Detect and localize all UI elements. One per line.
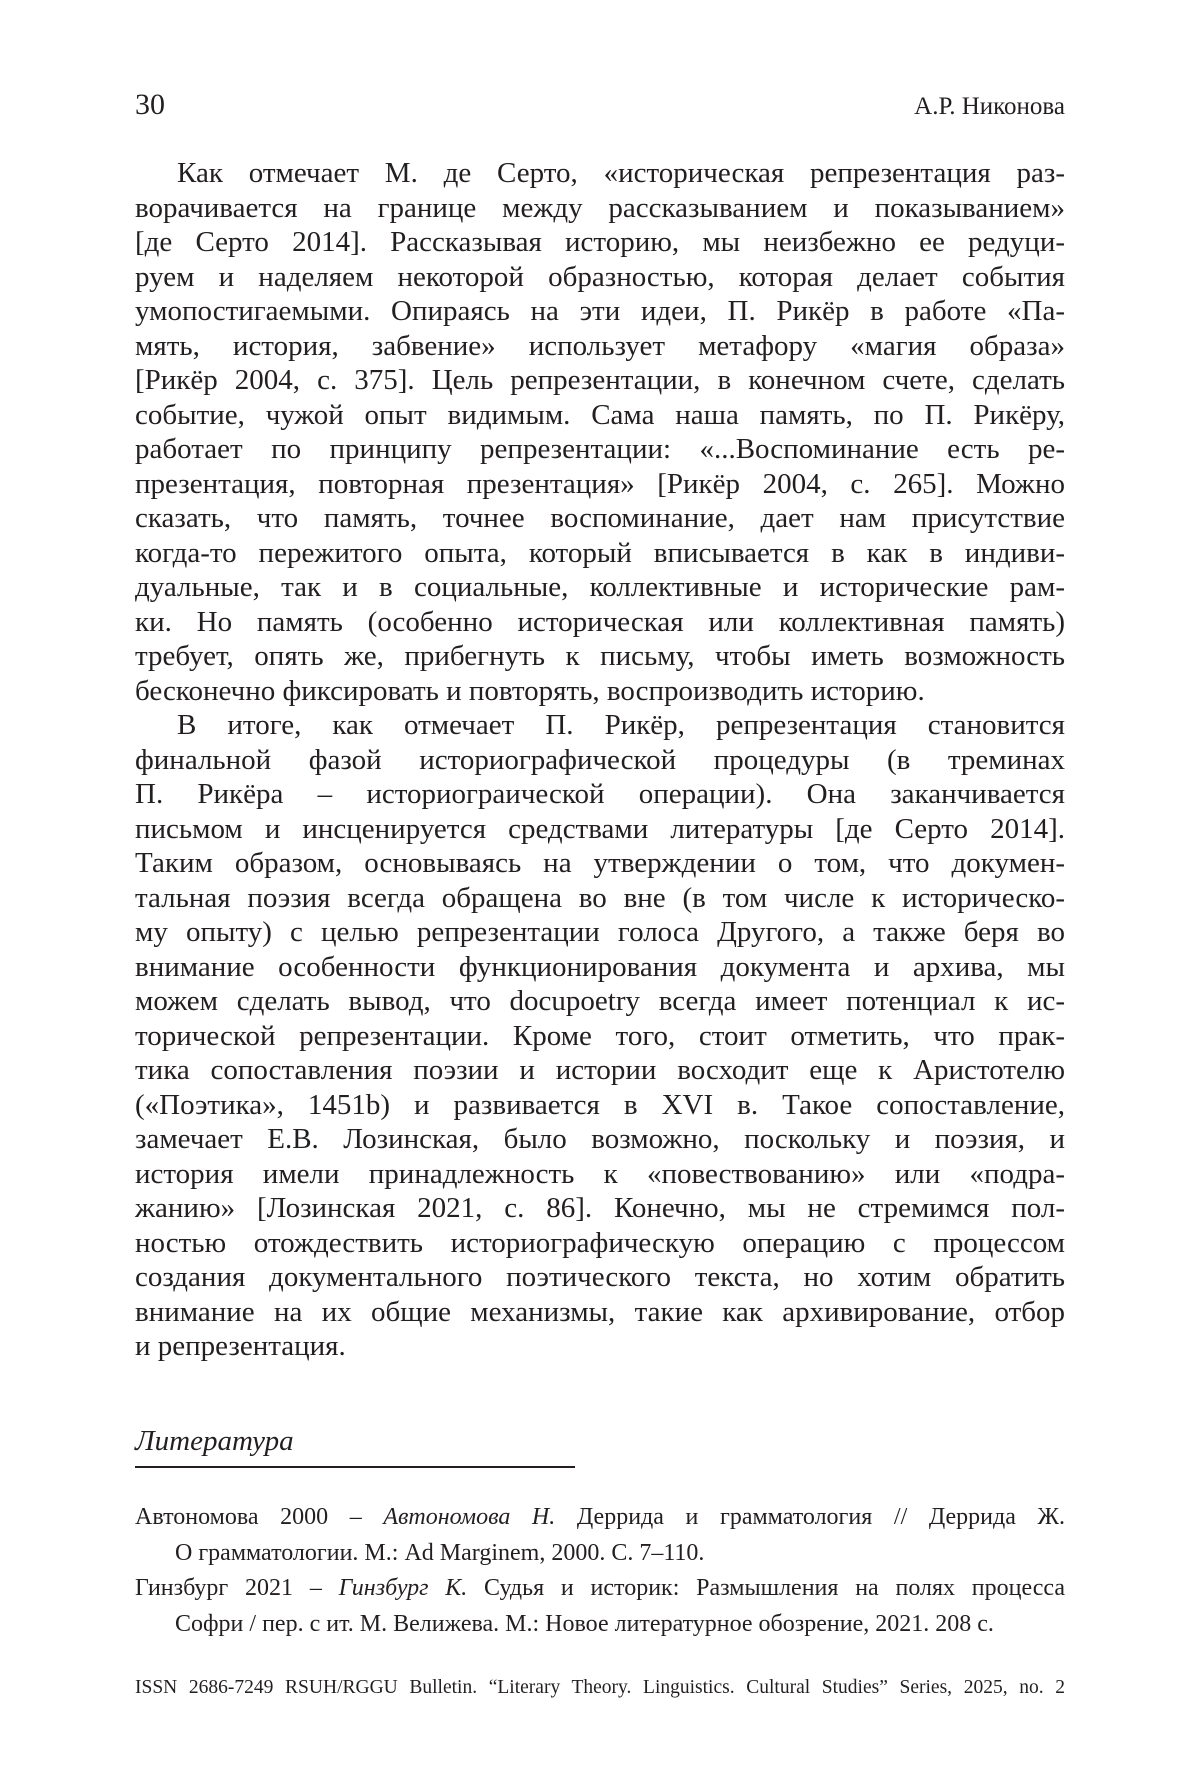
text-line: работает по принципу репрезентации: «...Воспоминание есть ре- <box>135 433 1065 465</box>
reference-entry <box>135 1571 1065 1642</box>
text-line: тальная поэзия всегда обращена во вне (в том числе к историческо- <box>135 881 1065 914</box>
paragraph <box>135 708 1065 1364</box>
text-line: торической репрезентации. Кроме того, стоит отметить, что прак- <box>135 1019 1065 1052</box>
text-line: ностью отождествить историографическую операцию с процессом <box>135 1226 1065 1259</box>
text-line: В итоге, как отмечает П. Рикёр, репрезентация становится <box>177 709 1065 741</box>
text-line: мять, история, забвение» использует метафору «магия образа» <box>135 329 1065 362</box>
text-line: П. Рикёра – историограической операции). Она заканчивается <box>135 778 1065 810</box>
reference-line <box>135 1607 1065 1643</box>
reference-text: Автономова 2000 – <box>135 1504 384 1530</box>
text-line: Как отмечает М. де Серто, «историческая репрезентация раз- <box>177 157 1065 189</box>
text-line: бесконечно фиксировать и повторять, воспроизводить историю. <box>135 674 925 707</box>
text-line: внимание особенности функционирования документа и архива, мы <box>135 950 1065 983</box>
reference-author-italic: Автономова Н. <box>383 1504 556 1530</box>
reference-text: Гинзбург 2021 – <box>135 1575 339 1601</box>
text-line: финальной фазой историографической процедуры (в треминах <box>135 743 1065 776</box>
reference-line <box>135 1536 1065 1572</box>
reference-text: О грамматологии. М.: Ad Marginem, 2000. С. 7–110. <box>175 1539 705 1566</box>
text-line: умопостигаемыми. Опираясь на эти идеи, П. Рикёр в работе «Па- <box>135 295 1065 327</box>
text-line: требует, опять же, прибегнуть к письму, чтобы иметь возможность <box>135 640 1065 672</box>
page-number: 30 <box>135 88 165 121</box>
reference-text: Деррида и грамматология // Деррида Ж. <box>555 1504 1065 1530</box>
text-line: жанию» [Лозинская 2021, с. 86]. Конечно, мы не стремимся пол- <box>135 1192 1065 1224</box>
text-line: («Поэтика», 1451b) и развивается в XVI в. Такое сопоставление, <box>135 1088 1065 1121</box>
reference-line <box>135 1500 1065 1536</box>
text-line: замечает Е.В. Лозинская, было возможно, поскольку и поэзия, и <box>135 1123 1065 1155</box>
reference-author-italic: Гинзбург К. <box>338 1575 468 1601</box>
heading-rule <box>135 1466 575 1468</box>
literature-heading: Литература <box>135 1425 294 1457</box>
text-line: ки. Но память (особенно историческая или коллективная память) <box>135 605 1065 638</box>
reference-entry <box>135 1500 1065 1571</box>
reference-text: Софри / пер. с ит. М. Велижева. М.: Новое литературное обозрение, 2021. 208 с. <box>175 1610 994 1637</box>
text-line: Таким образом, основываясь на утверждении о том, что докумен- <box>135 847 1065 879</box>
text-line: му опыту) с целью репрезентации голоса Другого, а также беря во <box>135 916 1065 948</box>
text-line: ворачивается на границе между рассказыванием и показыванием» <box>135 191 1065 224</box>
text-line: презентация, повторная презентация» [Рикёр 2004, с. 265]. Можно <box>135 467 1065 500</box>
text-line: дуальные, так и в социальные, коллективные и исторические рам- <box>135 571 1065 603</box>
text-line: внимание на их общие механизмы, такие как архивирование, отбор <box>135 1295 1065 1328</box>
text-line: и репрезентация. <box>135 1330 346 1362</box>
text-line: создания документального поэтического текста, но хотим обратить <box>135 1261 1065 1293</box>
reference-list <box>135 1500 1065 1642</box>
text-line: [Рикёр 2004, с. 375]. Цель репрезентации, в конечном счете, сделать <box>135 364 1065 396</box>
reference-text: Судья и историк: Размышления на полях процесса <box>467 1575 1065 1601</box>
footer-journal-info: ISSN 2686-7249 RSUH/RGGU Bulletin. “Literary Theory. Linguistics. Cultural Studies” Series, 2025, no. 2 <box>135 1677 1065 1698</box>
text-line: руем и наделяем некоторой образностью, которая делает события <box>135 260 1065 293</box>
text-line: тика сопоставления поэзии и истории восходит еще к Аристотелю <box>135 1054 1065 1086</box>
text-line: можем сделать вывод, что docupoetry всегда имеет потенциал к ис- <box>135 985 1065 1017</box>
text-line: событие, чужой опыт видимым. Сама наша память, по П. Рикёру, <box>135 398 1065 431</box>
reference-line <box>135 1571 1065 1607</box>
text-line: сказать, что память, точнее воспоминание, дает нам присутствие <box>135 502 1065 534</box>
running-header-author: А.Р. Никонова <box>914 93 1065 120</box>
text-line: когда-то пережитого опыта, который вписывается в как в индиви- <box>135 536 1065 569</box>
body-text <box>135 156 1065 1364</box>
text-line: история имели принадлежность к «повествованию» или «подра- <box>135 1157 1065 1190</box>
paragraph <box>135 156 1065 708</box>
text-line: письмом и инсценируется средствами литературы [де Серто 2014]. <box>135 812 1065 845</box>
text-line: [де Серто 2014]. Рассказывая историю, мы неизбежно ее редуци- <box>135 226 1065 258</box>
